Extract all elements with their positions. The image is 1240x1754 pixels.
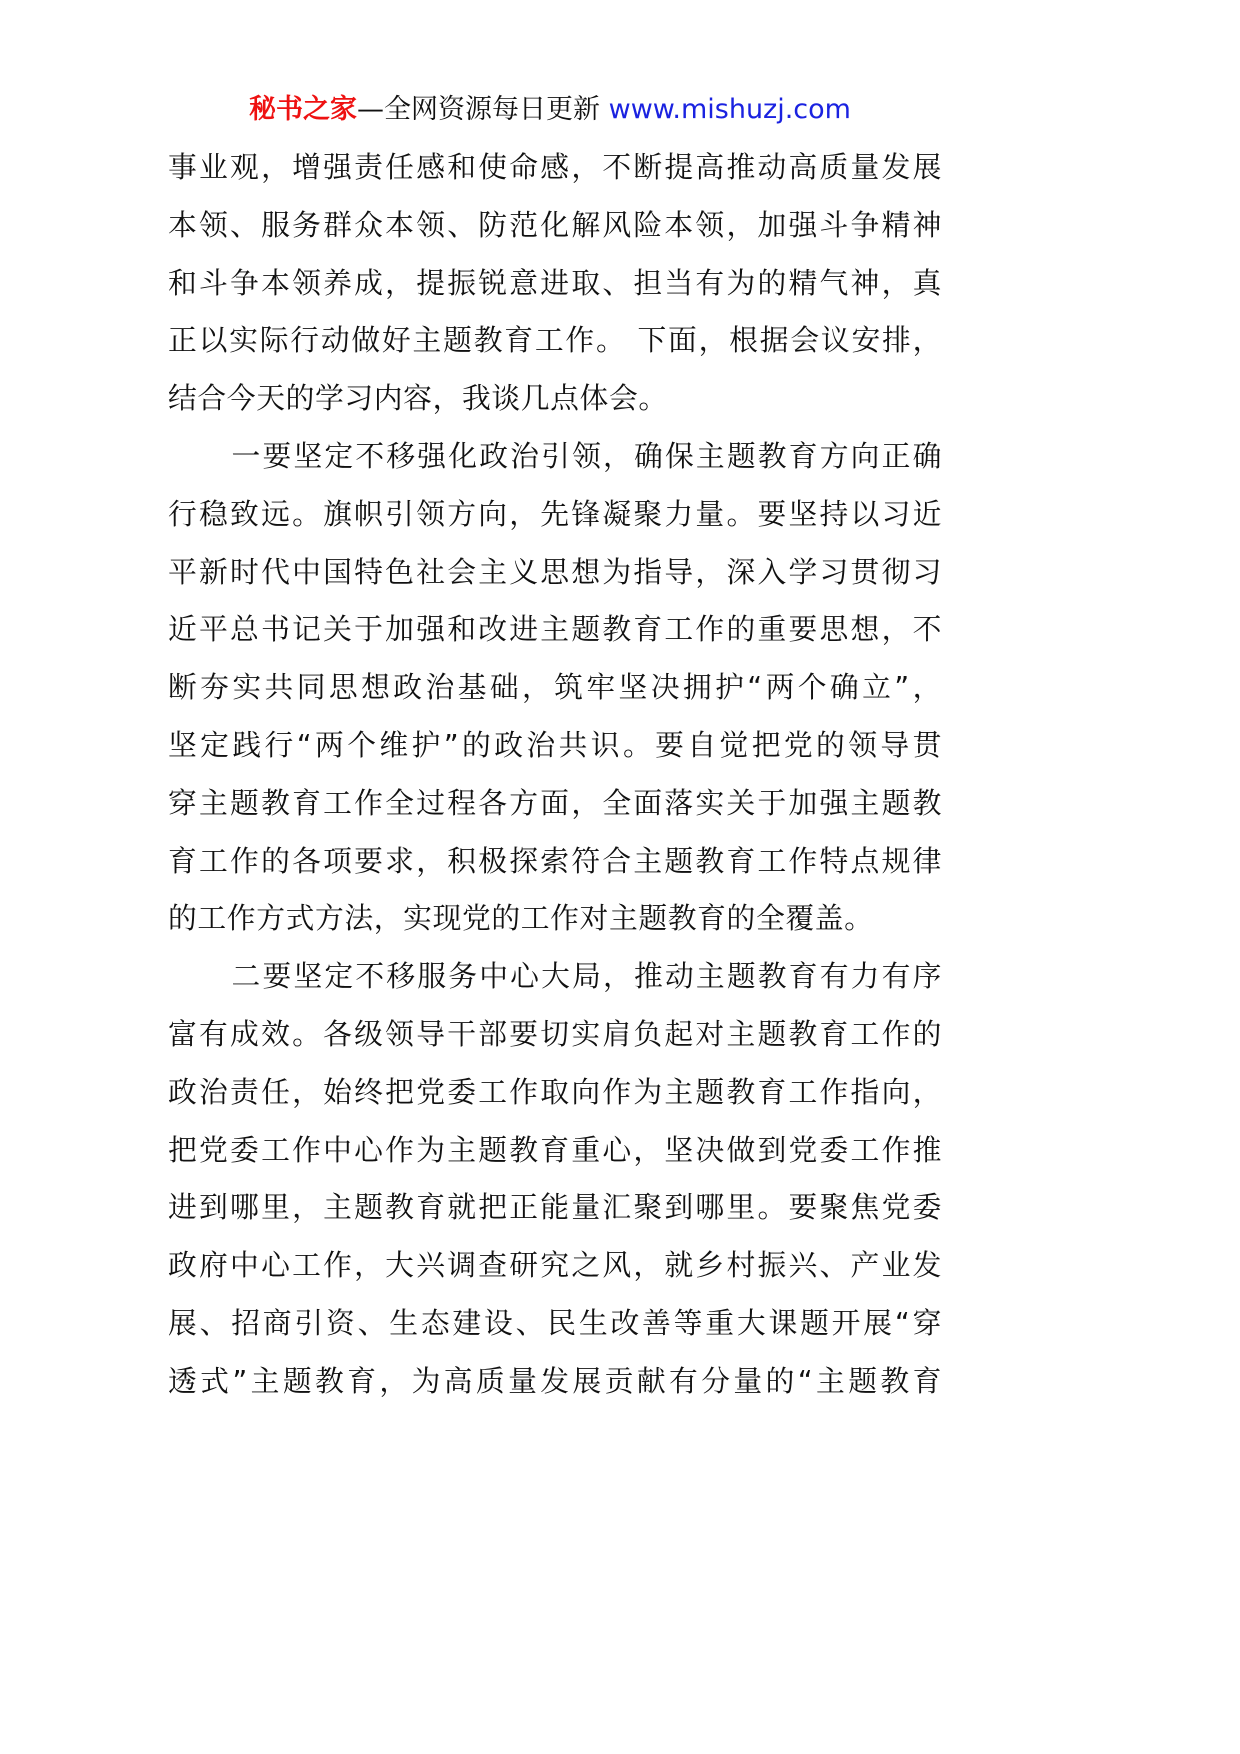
- text-line: 富有成效。各级领导干部要切实肩负起对主题教育工作的: [168, 1016, 942, 1051]
- text-line: 断夯实共同思想政治基础，筑牢坚决拥护“两个确立”，: [168, 670, 942, 705]
- text-line: 结合今天的学习内容，我谈几点体会。: [168, 381, 668, 416]
- text-line: 坚定践行“两个维护”的政治共识。要自觉把党的领导贯: [168, 727, 942, 762]
- text-line: 透式”主题教育，为高质量发展贡献有分量的“主题教育: [168, 1363, 942, 1398]
- paragraph-point-two: [168, 948, 942, 1410]
- document-body: [168, 139, 942, 1411]
- text-line: 的工作方式方法，实现党的工作对主题教育的全覆盖。: [168, 901, 874, 936]
- paragraph-intro: [168, 139, 942, 428]
- text-line: 育工作的各项要求，积极探索符合主题教育工作特点规律: [168, 843, 942, 878]
- text-line: 政府中心工作，大兴调查研究之风，就乡村振兴、产业发: [168, 1248, 942, 1283]
- text-line-content: 一要坚定不移强化政治引领，确保主题教育方向正确: [230, 438, 942, 473]
- text-line: 政治责任，始终把党委工作取向作为主题教育工作指向，: [168, 1074, 942, 1109]
- paragraph-point-one: [168, 428, 942, 948]
- text-line: 正以实际行动做好主题教育工作。 下面，根据会议安排，: [168, 323, 942, 358]
- text-line-first: [168, 948, 942, 1006]
- site-url: www.mishuzj.com: [608, 94, 851, 125]
- header-tagline: —全网资源每日更新: [357, 94, 609, 125]
- text-line: 把党委工作中心作为主题教育重心，坚决做到党委工作推: [168, 1132, 942, 1167]
- text-line: 事业观，增强责任感和使命感，不断提高推动高质量发展: [168, 150, 942, 184]
- text-line: 行稳致远。旗帜引领方向，先锋凝聚力量。要坚持以习近: [168, 496, 942, 531]
- text-line: 和斗争本领养成，提振锐意进取、担当有为的精气神，真: [168, 265, 942, 300]
- text-line: 近平总书记关于加强和改进主题教育工作的重要思想，不: [168, 612, 942, 647]
- text-line: 展、招商引资、生态建设、民生改善等重大课题开展“穿: [168, 1305, 942, 1340]
- text-line-first: [168, 428, 942, 486]
- text-line: 本领、服务群众本领、防范化解风险本领，加强斗争精神: [168, 207, 942, 242]
- text-line: 穿主题教育工作全过程各方面，全面落实关于加强主题教: [168, 785, 942, 820]
- text-line-content: 二要坚定不移服务中心大局，推动主题教育有力有序: [230, 959, 942, 994]
- page-header: [0, 88, 1100, 132]
- brand-name: 秘书之家: [249, 94, 358, 125]
- text-line: 平新时代中国特色社会主义思想为指导，深入学习贯彻习: [168, 554, 942, 589]
- text-line: 进到哪里，主题教育就把正能量汇聚到哪里。要聚焦党委: [168, 1190, 942, 1225]
